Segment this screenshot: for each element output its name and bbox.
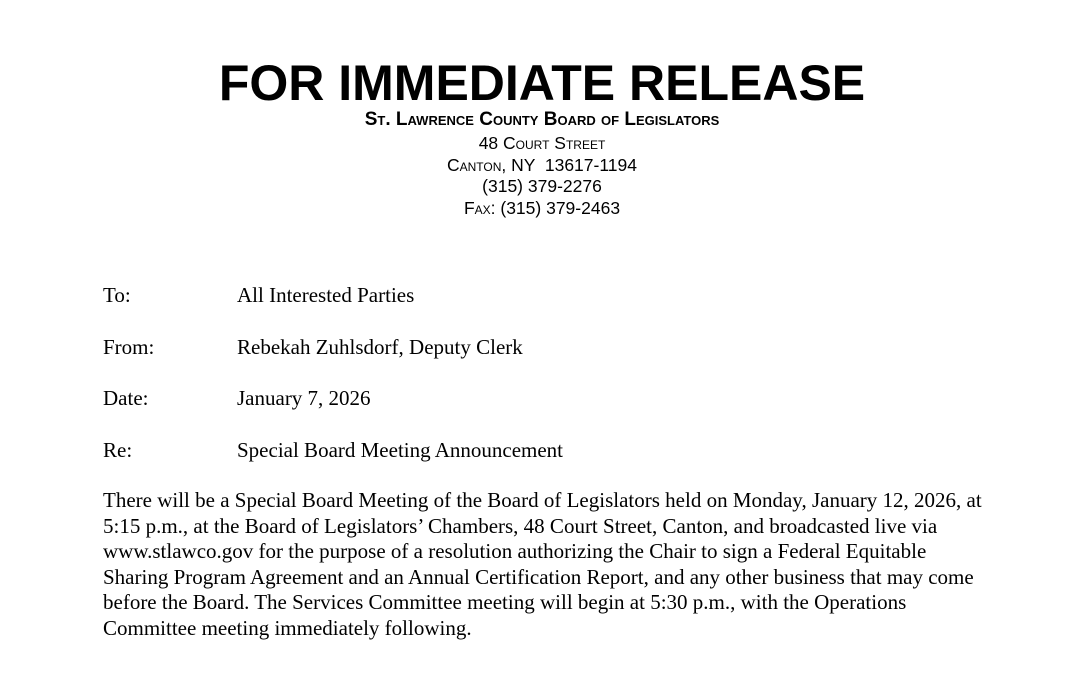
release-title: FOR IMMEDIATE RELEASE	[218, 55, 866, 111]
memo-label-re: Re:	[103, 437, 133, 462]
address-block	[0, 133, 1084, 219]
memo-label-from: From:	[103, 334, 155, 359]
memo-value-to: All Interested Parties	[237, 283, 415, 307]
address-city-state-zip: Canton, NY 13617-1194	[447, 154, 637, 175]
memo-value-re: Special Board Meeting Announcement	[237, 437, 564, 462]
memo-row-from	[103, 335, 563, 360]
address-street: 48 Court Street	[478, 133, 606, 153]
memo-row-re	[103, 438, 563, 463]
memo-value-from: Rebekah Zuhlsdorf, Deputy Clerk	[237, 334, 523, 359]
memo-row-date	[103, 386, 563, 411]
fax-number: Fax: (315) 379-2463	[463, 197, 621, 218]
memo-row-to	[103, 283, 563, 308]
phone-number: (315) 379-2276	[482, 176, 602, 196]
organization-name: St. Lawrence County Board of Legislators	[364, 109, 720, 130]
memo-value-date: January 7, 2026	[237, 386, 371, 410]
memo-label-to: To:	[103, 283, 131, 307]
memo-label-date: Date:	[103, 386, 149, 410]
memo-header-block	[103, 283, 563, 489]
body-paragraph: There will be a Special Board Meeting of the Board of Legislators held on Monday, January 12, 2026, at 5:15 p.m., at the Board of Legislators’ Chambers, 48 Court Street, Canton, and broadcasted live via www.stlawco.gov for the purpose of a resolution authorizing the Chair to sign a Federal Equitable Sharing Program Agreement and an Annual Certification Report, and any other business that may come before the Board. The Services Committee meeting will begin at 5:30 p.m., with the Operations Committee meeting immediately following.	[103, 488, 982, 640]
